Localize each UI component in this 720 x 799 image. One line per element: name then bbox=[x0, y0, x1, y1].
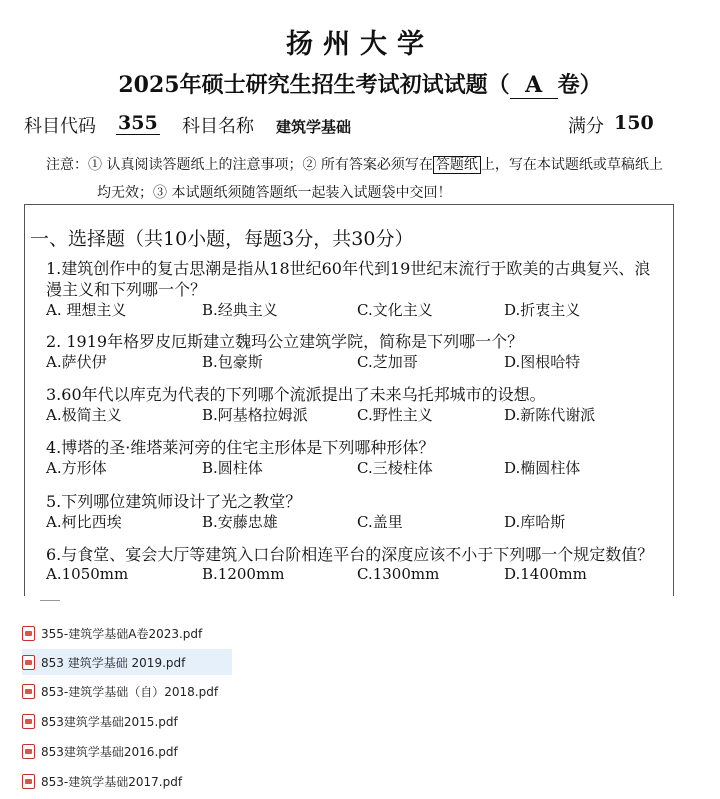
file-item[interactable] bbox=[22, 620, 232, 646]
paper-code: A bbox=[510, 72, 558, 99]
q4-option-b: B.圆柱体 bbox=[202, 459, 263, 477]
q1-option-c: C.文化主义 bbox=[357, 301, 433, 319]
q4-option-a: A.方形体 bbox=[46, 459, 107, 477]
file-item[interactable] bbox=[22, 738, 232, 764]
notice-label: 注意： bbox=[46, 157, 88, 173]
subject-code-label: 科目代码 bbox=[24, 116, 96, 137]
pdf-file-icon bbox=[22, 626, 35, 641]
question-3: 3.60年代以库克为代表的下列哪个流派提出了未来乌托邦城市的设想。 bbox=[46, 385, 546, 404]
q3-option-c: C.野性主义 bbox=[357, 406, 433, 424]
file-name: 853建筑学基础2015.pdf bbox=[41, 714, 178, 729]
subject-code-value: 355 bbox=[118, 112, 158, 134]
exam-title bbox=[0, 68, 720, 99]
university-title: 扬州大学 bbox=[286, 29, 434, 60]
question-5: 5.下列哪位建筑师设计了光之教堂？ bbox=[46, 492, 302, 511]
subject-name-label: 科目名称 bbox=[182, 116, 254, 137]
file-name: 853-建筑学基础（自）2018.pdf bbox=[41, 684, 219, 699]
file-name: 853建筑学基础2016.pdf bbox=[41, 744, 178, 759]
q6-option-d: D.1400mm bbox=[504, 565, 587, 583]
pdf-file-icon bbox=[22, 744, 35, 759]
q5-option-a: A.柯比西埃 bbox=[46, 513, 122, 531]
pdf-file-icon bbox=[22, 774, 35, 789]
q3-option-a: A.极简主义 bbox=[46, 406, 122, 424]
q6-option-b: B.1200mm bbox=[202, 565, 285, 583]
exam-title-prefix: 2025年硕士研究生招生考试初试试题（ bbox=[118, 72, 510, 98]
pdf-file-icon bbox=[22, 714, 35, 729]
q2-option-c: C.芝加哥 bbox=[357, 353, 418, 371]
file-item[interactable] bbox=[22, 708, 232, 734]
question-4: 4.博塔的圣·维塔莱河旁的住宅主形体是下列哪种形体？ bbox=[46, 438, 435, 457]
question-1-line-2: 漫主义和下列哪一个？ bbox=[46, 280, 207, 299]
q2-option-b: B.包豪斯 bbox=[202, 353, 263, 371]
file-name: 355-建筑学基础A卷2023.pdf bbox=[41, 626, 203, 641]
q6-option-c: C.1300mm bbox=[357, 565, 440, 583]
q3-option-b: B.阿基格拉姆派 bbox=[202, 406, 308, 424]
pdf-file-icon bbox=[22, 684, 35, 699]
q1-option-a: A. 理想主义 bbox=[46, 301, 127, 319]
notice-line-2: 均无效；③ 本试题纸须随答题纸一起装入试题袋中交回！ bbox=[97, 185, 452, 201]
cut-off-edge bbox=[40, 600, 60, 604]
q5-option-c: C.盖里 bbox=[357, 513, 403, 531]
answer-sheet-box: 答题纸 bbox=[433, 156, 481, 174]
file-item[interactable] bbox=[22, 768, 232, 794]
pdf-file-icon bbox=[22, 655, 35, 670]
file-item[interactable] bbox=[22, 678, 232, 704]
q6-option-a: A.1050mm bbox=[46, 565, 129, 583]
exam-title-suffix: 卷） bbox=[557, 72, 602, 98]
q4-option-d: D.椭圆柱体 bbox=[504, 459, 581, 477]
section-title: 一、选择题（共10小题，每题3分，共30分） bbox=[30, 228, 414, 250]
q1-option-b: B.经典主义 bbox=[202, 301, 278, 319]
file-item-selected[interactable] bbox=[22, 649, 232, 675]
q4-option-c: C.三棱柱体 bbox=[357, 459, 433, 477]
total-score-label: 满分 bbox=[568, 116, 604, 137]
question-2: 2. 1919年格罗皮厄斯建立魏玛公立建筑学院，简称是下列哪一个？ bbox=[46, 332, 524, 351]
file-name: 853-建筑学基础2017.pdf bbox=[41, 774, 183, 789]
question-1-line-1: 1.建筑创作中的复古思潮是指从18世纪60年代到19世纪末流行于欧美的古典复兴、浪 bbox=[46, 259, 651, 278]
question-6: 6.与食堂、宴会大厅等建筑入口台阶相连平台的深度应该不小于下列哪一个规定数值？ bbox=[46, 545, 654, 564]
subject-name-value: 建筑学基础 bbox=[276, 118, 352, 136]
q3-option-d: D.新陈代谢派 bbox=[504, 406, 596, 424]
total-score-value: 150 bbox=[614, 112, 654, 134]
q2-option-d: D.图根哈特 bbox=[504, 353, 581, 371]
file-name: 853 建筑学基础 2019.pdf bbox=[41, 655, 186, 670]
q1-option-d: D.折衷主义 bbox=[504, 301, 581, 319]
notice-line-1: 注意：① 认真阅读答题纸上的注意事项；② 所有答案必须写在 答题纸 上，写在本试题纸或草稿纸上 bbox=[46, 157, 663, 173]
q5-option-b: B.安藤忠雄 bbox=[202, 513, 278, 531]
q5-option-d: D.库哈斯 bbox=[504, 513, 566, 531]
q2-option-a: A.萨伏伊 bbox=[46, 353, 107, 371]
